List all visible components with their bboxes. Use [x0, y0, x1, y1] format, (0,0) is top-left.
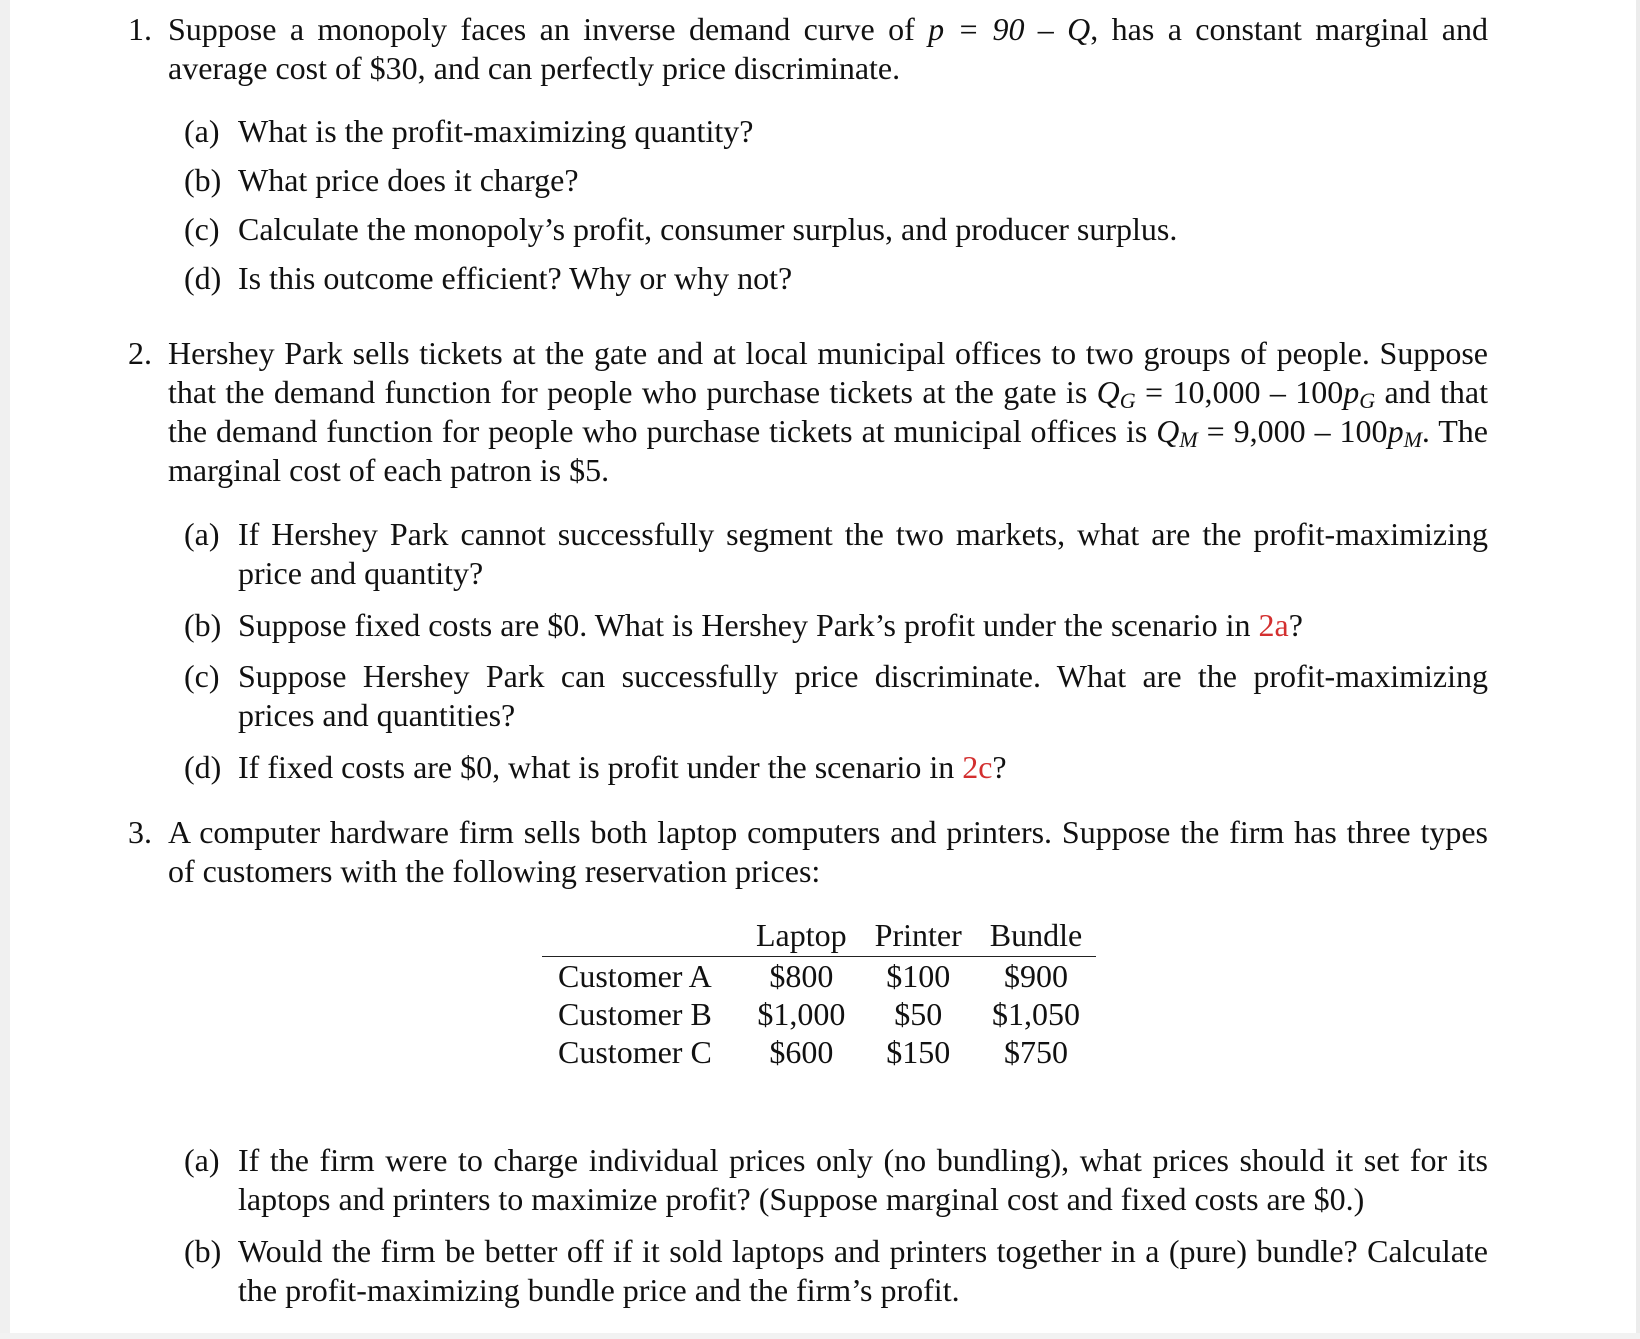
table-cell: $50: [894, 996, 943, 1032]
table-cell: $750: [1003, 1034, 1068, 1070]
table-row: [542, 1033, 1096, 1071]
reservation-price-table: [542, 914, 1096, 1071]
table-cell: $1,000: [757, 996, 846, 1032]
part-text: Suppose Hershey Park can successfully price discriminate. What are the profit-maximizing prices and quantities?: [238, 658, 1488, 733]
cross-reference-link[interactable]: 2a: [1258, 607, 1289, 643]
question-part: [184, 657, 1488, 735]
bottom-page-edge: [0, 1333, 1640, 1339]
part-label: (b): [184, 1233, 222, 1269]
part-text: What is the profit-maximizing quantity?: [238, 113, 754, 149]
part-text: Suppose fixed costs are $0. What is Hershey Park’s profit under the scenario in 2a?: [238, 607, 1303, 643]
question-part: [184, 1232, 1488, 1310]
right-page-edge: [1636, 0, 1640, 1339]
part-label: (a): [184, 1142, 220, 1178]
question-part: [184, 606, 1488, 645]
problem-3: [128, 813, 1488, 891]
part-text: If Hershey Park cannot successfully segment the two markets, what are the profit-maximizing price and quantity?: [238, 516, 1488, 591]
table-header-row: [542, 914, 1096, 957]
part-label: (a): [184, 113, 220, 149]
question-part: [184, 1141, 1488, 1219]
problem-stem: Hershey Park sells tickets at the gate and at local municipal offices to two groups of people. Suppose that the demand function for people who purchase tickets at the gate is $Q_G = 10,000 - 100p_G$ and that the demand function for people who purchase tickets at municipal offices is $Q_M = 9,000 - 100p_M$. The marginal cost of each patron is $5.: [168, 335, 1489, 488]
row-label: Customer B: [558, 996, 712, 1032]
question-part: [184, 112, 1488, 151]
table-cell: $150: [886, 1034, 951, 1070]
part-text: If fixed costs are $0, what is profit under the scenario in 2c?: [238, 749, 1007, 785]
column-header: Printer: [861, 914, 976, 957]
left-page-edge: [0, 0, 10, 1339]
part-label: (d): [184, 260, 222, 296]
part-text: Would the firm be better off if it sold laptops and printers together in a (pure) bundle? Calculate the profit-maximizing bundle price and the firm’s profit.: [238, 1233, 1488, 1308]
part-label: (c): [184, 658, 220, 694]
table-cell: $100: [886, 958, 951, 994]
column-header: Laptop: [742, 914, 861, 957]
column-header: Bundle: [976, 914, 1096, 957]
part-label: (d): [184, 749, 222, 785]
corner-cell: [542, 914, 742, 957]
row-label: Customer C: [558, 1034, 712, 1070]
part-text: Is this outcome efficient? Why or why not?: [238, 260, 793, 296]
part-label: (b): [184, 607, 222, 643]
problem-stem: A computer hardware firm sells both laptop computers and printers. Suppose the firm has three types of customers with the following reservation prices:: [168, 814, 1488, 889]
problem-number: 1.: [128, 11, 152, 47]
problem-number: 2.: [128, 335, 152, 371]
part-label: (b): [184, 162, 222, 198]
question-part: [184, 748, 1488, 787]
part-text: Calculate the monopoly’s profit, consumer surplus, and producer surplus.: [238, 211, 1178, 247]
problem-stem: Suppose a monopoly faces an inverse demand curve of p = 90 – Q, has a constant marginal and average cost of $30, and can perfectly price discriminate.: [168, 11, 1489, 86]
problem-2: [128, 334, 1488, 490]
part-label: (c): [184, 211, 220, 247]
inverse-demand-equation: p = 90 – Q: [928, 11, 1091, 47]
cross-reference-link[interactable]: 2c: [962, 749, 993, 785]
part-label: (a): [184, 516, 220, 552]
part-text: If the firm were to charge individual prices only (no bundling), what prices should it set for its laptops and printers to maximize profit? (Suppose marginal cost and fixed costs are $0.): [238, 1142, 1488, 1217]
row-label: Customer A: [558, 958, 712, 994]
table-cell: $600: [769, 1034, 834, 1070]
table-cell: $1,050: [991, 996, 1080, 1032]
problem-1: [128, 10, 1488, 88]
question-part: [184, 259, 1488, 298]
table-row: [542, 995, 1096, 1033]
question-part: [184, 161, 1488, 200]
table-cell: $900: [1003, 958, 1068, 994]
question-part: [184, 515, 1488, 593]
problem-number: 3.: [128, 814, 152, 850]
table-cell: $800: [769, 958, 834, 994]
table-row: [542, 957, 1096, 996]
part-text: What price does it charge?: [238, 162, 579, 198]
question-part: [184, 210, 1488, 249]
